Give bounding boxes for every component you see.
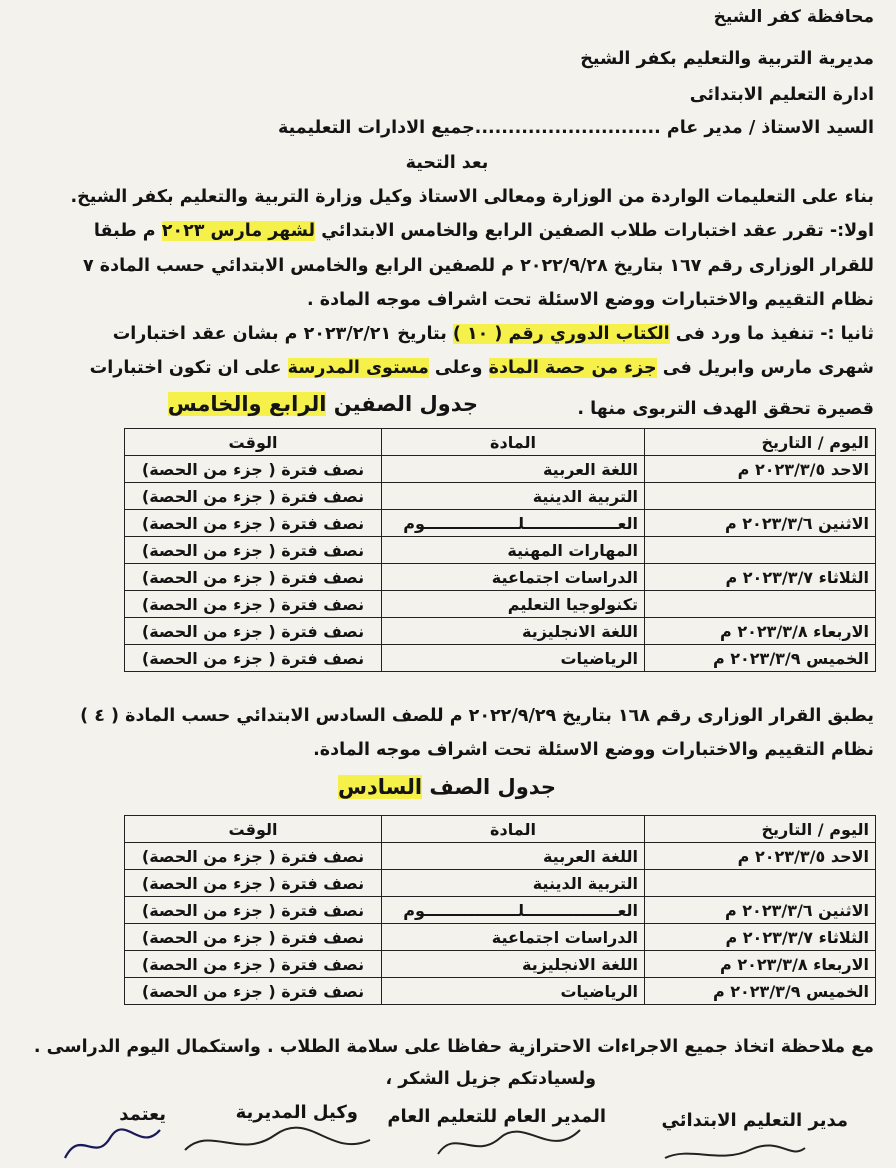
table-row [125, 537, 876, 564]
table1-title [168, 393, 478, 415]
table-row [125, 456, 876, 483]
schedule-time-cell: نصف فترة ( جزء من الحصة) [125, 537, 382, 564]
table-row [125, 483, 876, 510]
table2-header-subject: المادة [382, 816, 645, 843]
table1-header-row [125, 429, 876, 456]
table-row [125, 564, 876, 591]
governorate-line [20, 6, 874, 28]
table-row [125, 897, 876, 924]
schedule-subject-cell: تكنولوجيا التعليم [382, 591, 645, 618]
schedule-day-cell [645, 591, 876, 618]
grade-6-schedule-table [124, 815, 876, 1005]
table2-header-row [125, 816, 876, 843]
handwritten-signature-icon [430, 1120, 590, 1166]
administration-line [20, 84, 874, 106]
signature-general-director: المدير العام للتعليم العام [387, 1106, 606, 1127]
grades-4-5-schedule-table [124, 428, 876, 672]
first-clause-text: اولا:- تقرر عقد اختبارات طلاب الصفين الرابع والخامس الابتدائي [315, 221, 874, 241]
table2-title-text: جدول الصف [422, 775, 557, 799]
schedule-time-cell: نصف فترة ( جزء من الحصة) [125, 924, 382, 951]
directorate-line [20, 48, 874, 70]
months-tail: على ان تكون اختبارات [89, 358, 288, 378]
table1-title-highlight: الرابع والخامس [167, 392, 327, 416]
thanks-text: ولسيادتكم جزيل الشكر ، [385, 1069, 596, 1089]
schedule-day-cell [645, 537, 876, 564]
table-row [125, 645, 876, 672]
administration-text: ادارة التعليم الابتدائى [689, 85, 874, 105]
short-tests-text: قصيرة تحقق الهدف التربوى منها . [577, 399, 874, 419]
schedule-subject-cell: الرياضيات [382, 645, 645, 672]
eval-text-2: نظام التقييم والاختبارات ووضع الاسئلة تحت اشراف موجه المادة. [313, 740, 874, 760]
schedule-time-cell: نصف فترة ( جزء من الحصة) [125, 591, 382, 618]
schedule-day-cell: الاربعاء ٢٠٢٣/٣/٨ م [645, 951, 876, 978]
decree-168-text: يطبق القرار الوزارى رقم ١٦٨ بتاريخ ٢٠٢٢/٩/٢٩ م للصف السادس الابتدائي حسب المادة ( ٤ ) [80, 706, 874, 726]
schedule-subject-cell: اللغة العربية [382, 456, 645, 483]
schedule-day-cell: الاحد ٢٠٢٣/٣/٥ م [645, 843, 876, 870]
schedule-time-cell: نصف فترة ( جزء من الحصة) [125, 951, 382, 978]
table-row [125, 591, 876, 618]
months-highlight-2: مستوى المدرسة [287, 358, 429, 378]
schedule-subject-cell: اللغة العربية [382, 843, 645, 870]
table-row [125, 951, 876, 978]
eval-line-2 [20, 739, 874, 761]
signature-deputy: وكيل المديرية [235, 1102, 358, 1123]
handwritten-signature-icon [60, 1118, 170, 1166]
schedule-subject-cell: الرياضيات [382, 978, 645, 1005]
schedule-day-cell [645, 483, 876, 510]
table1-header-subject: المادة [382, 429, 645, 456]
table-row [125, 843, 876, 870]
months-text: شهرى مارس وابريل فى [656, 358, 874, 378]
schedule-day-cell: الثلاثاء ٢٠٢٣/٣/٧ م [645, 924, 876, 951]
addressee-line [20, 117, 874, 139]
greeting-line [20, 152, 874, 174]
table-row [125, 618, 876, 645]
signature-approve: يعتمد [119, 1104, 166, 1125]
schedule-day-cell: الاربعاء ٢٠٢٣/٣/٨ م [645, 618, 876, 645]
schedule-time-cell: نصف فترة ( جزء من الحصة) [125, 618, 382, 645]
greeting-text: بعد التحية [405, 153, 489, 173]
schedule-time-cell: نصف فترة ( جزء من الحصة) [125, 897, 382, 924]
schedule-subject-cell: الدراسات اجتماعية [382, 924, 645, 951]
table-row [125, 870, 876, 897]
schedule-time-cell: نصف فترة ( جزء من الحصة) [125, 456, 382, 483]
schedule-subject-cell: التربية الدينية [382, 870, 645, 897]
decree-167-text: للقرار الوزارى رقم ١٦٧ بتاريخ ٢٠٢٢/٩/٢٨ م للصفين الرابع والخامس الابتدائي حسب المادة ٧ [82, 256, 874, 276]
handwritten-signature-icon [660, 1142, 810, 1166]
second-clause-line [20, 323, 874, 345]
schedule-day-cell: الاثنين ٢٠٢٣/٣/٦ م [645, 510, 876, 537]
schedule-day-cell: الخميس ٢٠٢٣/٣/٩ م [645, 978, 876, 1005]
addressee-text: السيد الاستاذ / مدير عام ............................جميع الادارات التعليمية [278, 118, 874, 138]
first-clause-line [20, 220, 874, 242]
schedule-time-cell: نصف فترة ( جزء من الحصة) [125, 645, 382, 672]
schedule-day-cell: الاثنين ٢٠٢٣/٣/٦ م [645, 897, 876, 924]
months-highlight-1: جزء من حصة المادة [488, 358, 657, 378]
schedule-day-cell: الثلاثاء ٢٠٢٣/٣/٧ م [645, 564, 876, 591]
schedule-subject-cell: اللغة الانجليزية [382, 951, 645, 978]
schedule-time-cell: نصف فترة ( جزء من الحصة) [125, 843, 382, 870]
schedule-day-cell: الخميس ٢٠٢٣/٣/٩ م [645, 645, 876, 672]
table1-header-time: الوقت [125, 429, 382, 456]
handwritten-signature-icon [180, 1120, 380, 1166]
first-clause-tail: م طبقا [93, 221, 162, 241]
schedule-subject-cell: العـــــــــــــــــلـــــــــــــــــوم [382, 510, 645, 537]
second-clause-highlight: الكتاب الدوري رقم ( ١٠ ) [452, 324, 670, 344]
table-row [125, 510, 876, 537]
table2-header-time: الوقت [125, 816, 382, 843]
second-clause-tail: بتاريخ ٢٠٢٣/٢/٢١ م بشان عقد اختبارات [112, 324, 453, 344]
second-clause-text: ثانيا :- تنفيذ ما ورد فى [669, 324, 874, 344]
first-clause-highlight: لشهر مارس ٢٠٢٣ [161, 221, 316, 241]
decree-168-line [20, 705, 874, 727]
signature-primary-director: مدير التعليم الابتدائي [661, 1110, 848, 1131]
eval-text-1: نظام التقييم والاختبارات ووضع الاسئلة تحت اشراف موجه المادة . [307, 290, 874, 310]
schedule-subject-cell: اللغة الانجليزية [382, 618, 645, 645]
precautions-note-text: مع ملاحظة اتخاذ جميع الاجراءات الاحترازية حفاظا على سلامة الطلاب . واستكمال اليوم الدراسى . [33, 1037, 874, 1057]
table2-title [20, 776, 874, 798]
table1-title-text: جدول الصفين [326, 392, 478, 416]
schedule-time-cell: نصف فترة ( جزء من الحصة) [125, 510, 382, 537]
schedule-time-cell: نصف فترة ( جزء من الحصة) [125, 483, 382, 510]
decree-167-line [20, 255, 874, 277]
table1-header-day: اليوم / التاريخ [645, 429, 876, 456]
schedule-subject-cell: العـــــــــــــــــلـــــــــــــــــوم [382, 897, 645, 924]
intro-text: بناء على التعليمات الواردة من الوزارة ومعالى الاستاذ وكيل وزارة التربية والتعليم بكفر الشيخ. [70, 187, 874, 207]
schedule-subject-cell: الدراسات اجتماعية [382, 564, 645, 591]
table2-title-highlight: السادس [337, 775, 423, 799]
months-mid: وعلى [428, 358, 489, 378]
schedule-day-cell: الاحد ٢٠٢٣/٣/٥ م [645, 456, 876, 483]
intro-line [20, 186, 874, 208]
schedule-time-cell: نصف فترة ( جزء من الحصة) [125, 978, 382, 1005]
table-row [125, 924, 876, 951]
schedule-subject-cell: التربية الدينية [382, 483, 645, 510]
thanks-line [20, 1068, 596, 1090]
table2-header-day: اليوم / التاريخ [645, 816, 876, 843]
schedule-day-cell [645, 870, 876, 897]
table-row [125, 978, 876, 1005]
schedule-time-cell: نصف فترة ( جزء من الحصة) [125, 870, 382, 897]
eval-line-1 [20, 289, 874, 311]
schedule-time-cell: نصف فترة ( جزء من الحصة) [125, 564, 382, 591]
governorate-text: محافظة كفر الشيخ [713, 7, 874, 27]
schedule-subject-cell: المهارات المهنية [382, 537, 645, 564]
directorate-text: مديرية التربية والتعليم بكفر الشيخ [580, 49, 874, 69]
months-line [20, 357, 874, 379]
precautions-note-line [20, 1036, 874, 1058]
